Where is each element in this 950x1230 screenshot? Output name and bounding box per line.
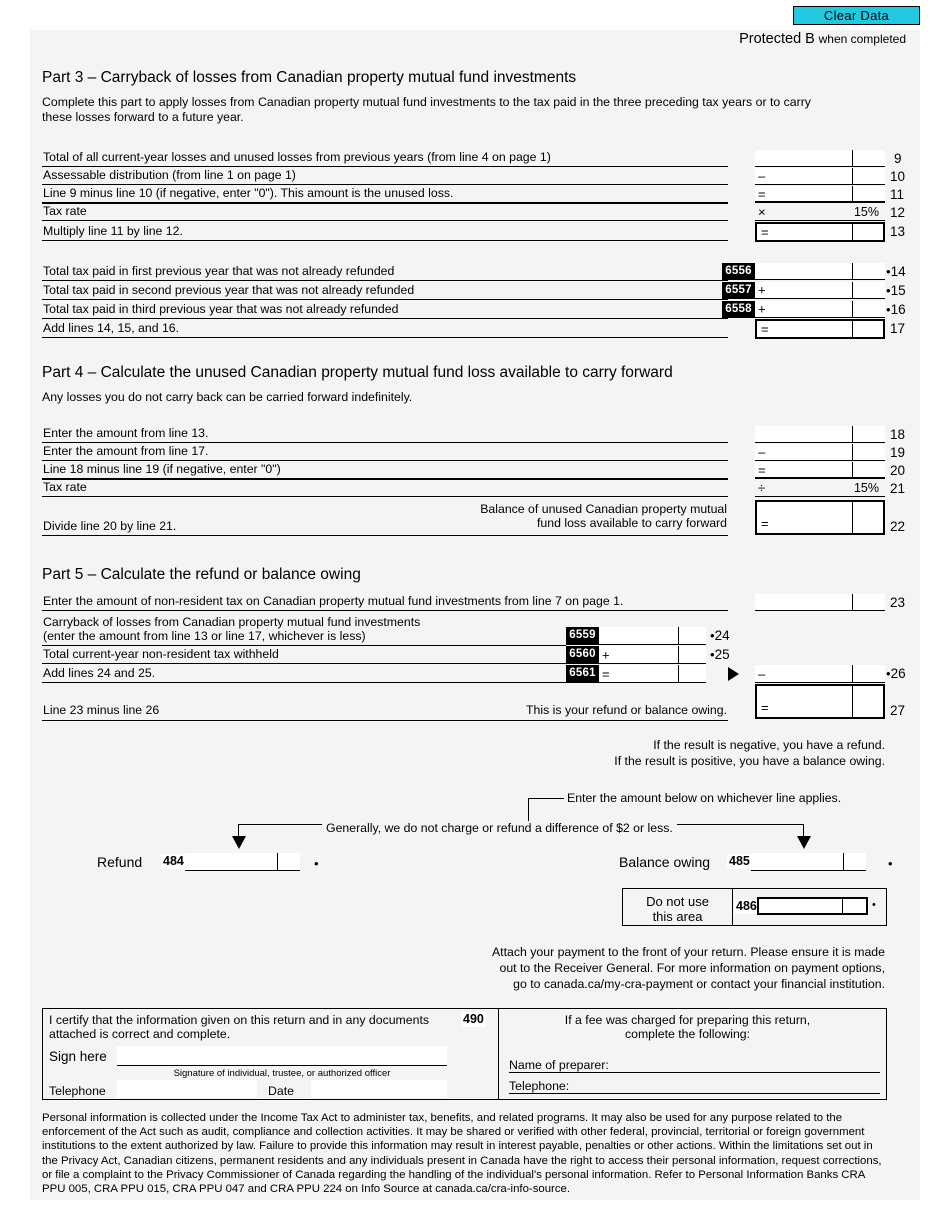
line22-note-line1: Balance of unused Canadian property mutual — [480, 502, 727, 516]
generally-note: Generally, we do not charge or refund a difference of $2 or less. — [322, 821, 677, 836]
result-positive-note: If the result is positive, you have a balance owing. — [614, 754, 885, 768]
refund-dot-marker: • — [314, 856, 319, 871]
do-not-use-text-line1: Do not use — [646, 894, 709, 909]
line12-operator: × — [758, 204, 766, 220]
balance-owing-dot-marker: • — [888, 856, 893, 871]
line14-label: Total tax paid in first previous year that was not already refunded — [43, 264, 395, 278]
cents-divider — [852, 665, 853, 682]
refund-amount-input[interactable] — [185, 853, 300, 871]
line26-code-6561: 6561 — [566, 665, 599, 683]
line13-number: 13 — [890, 224, 906, 239]
name-of-preparer-input[interactable] — [509, 1054, 880, 1073]
line10-label: Assessable distribution (from line 1 on page 1) — [43, 168, 296, 182]
preparer-telephone-label: Telephone: — [509, 1079, 570, 1093]
line27-rule — [42, 720, 728, 721]
line19-number: 19 — [890, 445, 906, 460]
line19-amount-input[interactable] — [755, 444, 885, 461]
line22-number: 22 — [890, 519, 906, 534]
date-label: Date — [268, 1084, 294, 1098]
line21-rate-value: 15% — [853, 481, 879, 495]
cents-divider — [852, 426, 853, 442]
line16-code-6558: 6558 — [722, 301, 755, 318]
line9-rule — [42, 166, 728, 167]
arrow-left-head-icon — [232, 836, 246, 849]
preparer-code-490: 490 — [463, 1012, 484, 1026]
do-not-use-dot-marker: • — [872, 899, 876, 911]
do-not-use-code-486: 486 — [736, 899, 757, 913]
line10-operator: – — [758, 168, 766, 184]
do-not-use-separator — [732, 889, 733, 925]
cents-divider — [678, 646, 679, 663]
line17-number: 17 — [890, 321, 906, 336]
cents-divider — [852, 186, 853, 201]
line24-amount-input[interactable] — [599, 627, 706, 645]
line12-number: 12 — [890, 205, 906, 220]
line20-rule — [42, 478, 728, 480]
part3-heading: Part 3 – Carryback of losses from Canadian property mutual fund investments — [42, 69, 577, 86]
line17-operator: = — [761, 321, 769, 337]
line23-number: 23 — [890, 595, 906, 610]
result-negative-note: If the result is negative, you have a refund. — [653, 738, 885, 752]
line22-operator: = — [761, 516, 769, 531]
line17-rule — [42, 337, 728, 338]
line27-operator: = — [761, 700, 769, 715]
cents-divider — [852, 502, 853, 533]
line10-rule — [42, 184, 728, 185]
arrow-stub-horizontal — [528, 798, 564, 799]
line26-right-operator: – — [758, 666, 766, 681]
line24-label-line1: Carryback of losses from Canadian property mutual fund investments — [43, 615, 421, 629]
date-input[interactable] — [311, 1080, 447, 1098]
cents-divider — [277, 853, 278, 870]
line16-number: • 16 — [886, 302, 906, 317]
line23-rule — [42, 610, 728, 611]
cents-divider — [852, 282, 853, 298]
line19-operator: – — [758, 444, 766, 460]
line25-rule — [42, 663, 566, 664]
line9-amount-input[interactable] — [755, 150, 885, 167]
line16-label: Total tax paid in third previous year that was not already refunded — [43, 302, 399, 316]
telephone-input[interactable] — [117, 1080, 257, 1098]
line24-number: • 24 — [710, 628, 730, 643]
balance-owing-code-485: 485 — [729, 854, 750, 868]
line19-rule — [42, 460, 728, 461]
payment-note-line1: Attach your payment to the front of your return. Please ensure it is made — [491, 945, 885, 959]
signature-input[interactable] — [117, 1046, 447, 1066]
do-not-use-amount-input[interactable] — [757, 897, 868, 915]
line10-number: 10 — [890, 169, 906, 184]
line15-label: Total tax paid in second previous year that was not already refunded — [43, 283, 415, 297]
cents-divider — [852, 263, 853, 279]
line12-tax-rate — [755, 204, 885, 221]
cents-divider — [852, 444, 853, 460]
line24-label-line2: (enter the amount from line 13 or line 17, whichever is less) — [43, 629, 366, 643]
line12-rule — [42, 220, 728, 221]
protected-b-label — [739, 31, 906, 47]
line21-label: Tax rate — [43, 480, 87, 494]
line23-amount-input[interactable] — [755, 594, 885, 611]
line13-rule — [42, 240, 728, 241]
privacy-notice: Personal information is collected under the Income Tax Act to administer tax, benefits, and related programs. It may also be used for any purpose related to the enforcement of the Act such as audit, compliance and collection activities. It may be shared or verified with other federal, provincial, territorial or foreign government institutions to the extent authorized by law. Failure to provide this information may result in interest payable, penalties or other actions. Within the limitations set out in the Privacy Act, Canadian citizens, permanent residents and any individuals present in Canada have the right to access their personal information, request corrections, or file a complaint to the Privacy Commissioner of Canada regarding the handling of the individual's personal information. Refer to Personal Information Banks CRA PPU 005, CRA PPU 015, CRA PPU 047 and CRA PPU 224 on Info Source at canada.ca/cra-info-source. — [42, 1112, 882, 1196]
line14-code-6556: 6556 — [722, 263, 755, 280]
sign-here-label: Sign here — [49, 1049, 107, 1064]
line18-label: Enter the amount from line 13. — [43, 426, 209, 440]
line20-amount-input[interactable] — [755, 462, 885, 479]
cents-divider — [843, 853, 844, 870]
line10-amount-input[interactable] — [755, 168, 885, 185]
line25-amount-input[interactable] — [599, 646, 706, 664]
line26-amount-input[interactable] — [755, 665, 885, 683]
line11-number: 11 — [890, 187, 905, 202]
line27-note: This is your refund or balance owing. — [526, 703, 727, 717]
line13-operator: = — [761, 224, 769, 240]
line26-rule — [42, 682, 566, 683]
cents-divider — [852, 150, 853, 166]
line16-operator: + — [758, 301, 766, 317]
line18-number: 18 — [890, 427, 906, 442]
line15-number: • 15 — [886, 283, 906, 298]
signature-caption: Signature of individual, trustee, or authorized officer — [173, 1068, 391, 1079]
line20-label: Line 18 minus line 19 (if negative, enter "0") — [43, 462, 281, 476]
line15-operator: + — [758, 282, 766, 298]
line17-label: Add lines 14, 15, and 16. — [43, 321, 180, 335]
line16-amount-input[interactable] — [755, 301, 885, 318]
line18-rule — [42, 442, 728, 443]
part3-intro: Complete this part to apply losses from Canadian property mutual fund investments to the tax paid in the three preceding tax years or to carry these losses forward to a future year. — [42, 95, 811, 124]
line26-operator: = — [602, 666, 610, 681]
line27-label: Line 23 minus line 26 — [43, 703, 160, 717]
certify-text-line2: attached is correct and complete. — [49, 1027, 231, 1041]
part4-heading: Part 4 – Calculate the unused Canadian property mutual fund loss available to carry forward — [42, 364, 673, 381]
preparer-note-line2: complete the following: — [624, 1027, 751, 1041]
protected-b-main: Protected B — [739, 31, 815, 47]
line21-number: 21 — [890, 481, 906, 496]
part4-intro: Any losses you do not carry back can be carried forward indefinitely. — [42, 390, 413, 404]
name-of-preparer-label: Name of preparer: — [509, 1058, 609, 1072]
line14-rule — [42, 280, 728, 281]
line11-operator: = — [758, 186, 766, 201]
line26-label: Add lines 24 and 25. — [43, 666, 156, 680]
balance-owing-amount-input[interactable] — [751, 853, 866, 871]
line22-note-line2: fund loss available to carry forward — [536, 516, 727, 530]
certify-text-line1: I certify that the information given on this return and in any documents — [49, 1013, 430, 1027]
line25-code-6560: 6560 — [566, 646, 599, 664]
line23-label: Enter the amount of non-resident tax on Canadian property mutual fund investments from line 7 on page 1. — [43, 594, 624, 608]
preparer-note-line1: If a fee was charged for preparing this return, — [564, 1013, 811, 1027]
line12-label: Tax rate — [43, 204, 87, 218]
line19-label: Enter the amount from line 17. — [43, 444, 209, 458]
line14-amount-input[interactable] — [755, 263, 885, 280]
line15-rule — [42, 299, 728, 300]
line18-amount-input[interactable] — [755, 426, 885, 443]
line13-amount-input[interactable] — [755, 222, 885, 242]
line25-label: Total current-year non-resident tax withheld — [43, 647, 279, 661]
telephone-label: Telephone — [49, 1084, 106, 1098]
cents-divider — [852, 301, 853, 317]
line20-operator: = — [758, 462, 766, 477]
refund-code-484: 484 — [163, 854, 184, 868]
line25-number: • 25 — [710, 647, 730, 662]
line17-amount-input[interactable] — [755, 319, 885, 339]
line26-subtotal-input[interactable] — [599, 665, 706, 683]
line13-label: Multiply line 11 by line 12. — [43, 224, 183, 238]
line11-rule — [42, 202, 728, 204]
line20-number: 20 — [890, 463, 906, 478]
line15-code-6557: 6557 — [722, 282, 755, 299]
line11-label: Line 9 minus line 10 (if negative, enter "0"). This amount is the unused loss. — [43, 186, 454, 200]
line27-number: 27 — [890, 703, 906, 718]
protected-b-sub: when completed — [818, 32, 906, 46]
do-not-use-text-line2: this area — [652, 909, 703, 924]
line21-rule — [42, 496, 728, 497]
line24-code-6559: 6559 — [566, 627, 599, 645]
line22-amount-input[interactable] — [755, 500, 885, 535]
cents-divider — [852, 686, 853, 717]
line24-rule — [42, 645, 566, 646]
cents-divider — [852, 594, 853, 610]
line27-amount-input[interactable] — [755, 684, 885, 719]
cents-divider — [842, 899, 843, 913]
line11-amount-input[interactable] — [755, 186, 885, 203]
payment-note-line2: out to the Receiver General. For more information on payment options, — [499, 961, 885, 975]
line26-number: • 26 — [886, 666, 906, 681]
line12-rate-value: 15% — [853, 205, 879, 219]
payment-note-line3: go to canada.ca/my-cra-payment or contact your financial institution. — [513, 977, 885, 991]
cents-divider — [852, 168, 853, 184]
cents-divider — [678, 627, 679, 644]
preparer-telephone-input[interactable] — [509, 1075, 880, 1094]
carry-arrow-icon — [728, 667, 739, 681]
line16-rule — [42, 318, 728, 319]
enter-amount-note: Enter the amount below on whichever line applies. — [567, 791, 842, 805]
line9-number: 9 — [894, 151, 902, 166]
clear-data-button[interactable]: Clear Data — [793, 6, 920, 25]
line21-tax-rate — [755, 480, 885, 497]
arrow-right-head-icon — [797, 836, 811, 849]
part5-heading: Part 5 – Calculate the refund or balance owing — [42, 566, 361, 583]
line22-rule — [42, 535, 728, 536]
line22-label: Divide line 20 by line 21. — [43, 519, 177, 533]
balance-owing-label: Balance owing — [619, 854, 711, 870]
line15-amount-input[interactable] — [755, 282, 885, 299]
cents-divider — [852, 224, 853, 240]
line25-operator: + — [602, 647, 610, 662]
cents-divider — [678, 665, 679, 682]
line14-number: • 14 — [886, 264, 906, 279]
cents-divider — [852, 321, 853, 337]
line21-operator: ÷ — [758, 480, 766, 496]
cents-divider — [852, 462, 853, 477]
refund-label: Refund — [97, 854, 143, 870]
line9-label: Total of all current-year losses and unused losses from previous years (from line 4 on page 1) — [43, 150, 551, 164]
